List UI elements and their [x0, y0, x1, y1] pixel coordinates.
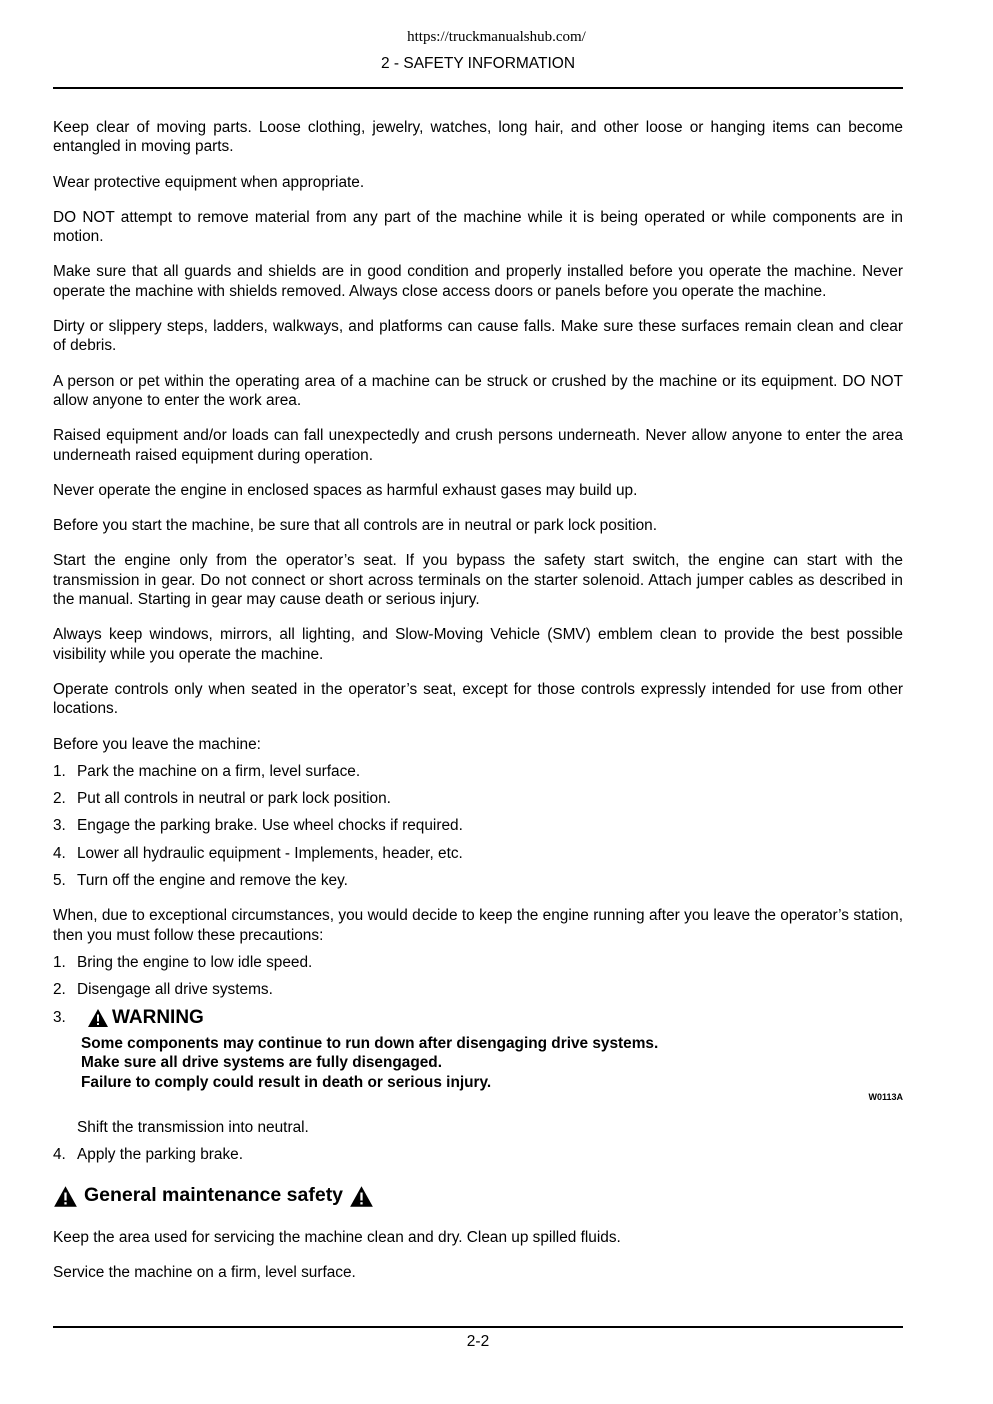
list-item [53, 1145, 903, 1164]
step-number: 1. [53, 953, 66, 971]
step-number: 2. [53, 790, 66, 808]
page-content [53, 118, 903, 1298]
step-number: 4. [53, 844, 66, 862]
list-item [53, 816, 903, 835]
warning-triangle-icon [349, 1185, 374, 1208]
paragraph: Never operate the engine in enclosed spaces as harmful exhaust gases may build up. [53, 481, 638, 499]
warning-triangle-icon [53, 1185, 78, 1208]
page-number: 2-2 [466, 1333, 490, 1350]
list-item [53, 762, 903, 781]
step-number: 2. [53, 981, 66, 999]
leave-steps-list [53, 762, 903, 890]
step-text: Put all controls in neutral or park lock position. [77, 790, 391, 808]
warning-line: Some components may continue to run down after disengaging drive systems. [81, 1034, 659, 1052]
paragraph: Always keep windows, mirrors, all lighting, and Slow-Moving Vehicle (SMV) emblem clean to provide the best possible visibility while you operate the machine. [53, 626, 903, 663]
step-number: 5. [53, 872, 66, 890]
after-warning-text: Shift the transmission into neutral. [77, 1119, 309, 1136]
warning-line: Make sure all drive systems are fully disengaged. [81, 1054, 442, 1071]
paragraph: Make sure that all guards and shields are in good condition and properly installed before you operate the machine. Never operate the machine with shields removed. Always close access doors or panels before you operate the machine. [53, 263, 903, 300]
maintenance-heading [53, 1185, 903, 1208]
paragraph: A person or pet within the operating area of a machine can be struck or crushed by the machine or its equipment. DO NOT allow anyone to enter the work area. [53, 372, 903, 409]
warning-code: W0113A [868, 1091, 903, 1102]
warning-line: Failure to comply could result in death or serious injury. [81, 1073, 492, 1091]
warning-text [81, 1034, 903, 1093]
paragraph: Before you start the machine, be sure that all controls are in neutral or park lock position. [53, 517, 657, 535]
paragraph: Wear protective equipment when appropriate. [53, 173, 365, 191]
step-text: Bring the engine to low idle speed. [77, 953, 313, 971]
step-text: Park the machine on a firm, level surface. [77, 762, 361, 780]
step-text: Apply the parking brake. [77, 1146, 243, 1164]
running-steps-list [53, 953, 903, 1000]
step-number: 3. [53, 817, 66, 835]
section-header: 2 - SAFETY INFORMATION [380, 55, 576, 72]
paragraph: Raised equipment and/or loads can fall unexpectedly and crush persons underneath. Never allow anyone to enter the area underneath raised equipment during operation. [53, 427, 903, 464]
footer-rule [53, 1326, 903, 1328]
list-item [53, 980, 903, 999]
list-item [53, 953, 903, 972]
warning-triangle-icon [87, 1008, 109, 1028]
warning-title-text: WARNING [112, 1006, 204, 1028]
source-url: https://truckmanualshub.com/ [407, 29, 586, 45]
list-item [53, 789, 903, 808]
step-number: 1. [53, 762, 66, 780]
step-text: Lower all hydraulic equipment - Implements, header, etc. [77, 844, 463, 862]
warning-block [53, 1006, 903, 1102]
step-text: Disengage all drive systems. [77, 981, 273, 999]
paragraph: Operate controls only when seated in the operator’s seat, except for those controls expressly intended for use from other locations. [53, 680, 903, 718]
paragraph: Keep the area used for servicing the machine clean and dry. Clean up spilled fluids. [53, 1228, 621, 1246]
step-text: Turn off the engine and remove the key. [77, 872, 348, 890]
leave-intro: Before you leave the machine: [53, 735, 261, 753]
warning-title [87, 1008, 204, 1028]
paragraph: Dirty or slippery steps, ladders, walkways, and platforms can cause falls. Make sure these surfaces remain clean and clear of debris. [53, 318, 903, 355]
maintenance-heading-text: General maintenance safety [84, 1184, 344, 1207]
step-number: 4. [53, 1146, 66, 1164]
running-intro: When, due to exceptional circumstances, you would decide to keep the engine running after you leave the operator’s station, then you must follow these precautions: [53, 907, 903, 944]
paragraph: Start the engine only from the operator’s seat. If you bypass the safety start switch, the engine can start with the transmission in gear. Do not connect or short across terminals on the starter solenoid. Attach jumper cables as described in the manual. Starting in gear may cause death or serious injury. [53, 552, 903, 609]
paragraph: Keep clear of moving parts. Loose clothing, jewelry, watches, long hair, and other loose or hanging items can become entangled in moving parts. [53, 119, 903, 156]
paragraph: Service the machine on a firm, level surface. [53, 1263, 356, 1281]
paragraph: DO NOT attempt to remove material from any part of the machine while it is being operated or while components are in motion. [53, 208, 903, 246]
list-item [53, 871, 903, 890]
header-rule [53, 87, 903, 89]
warning-row [53, 1008, 903, 1028]
list-item [53, 844, 903, 863]
step-number: 3. [53, 1008, 66, 1026]
step-text: Engage the parking brake. Use wheel chocks if required. [77, 817, 463, 835]
